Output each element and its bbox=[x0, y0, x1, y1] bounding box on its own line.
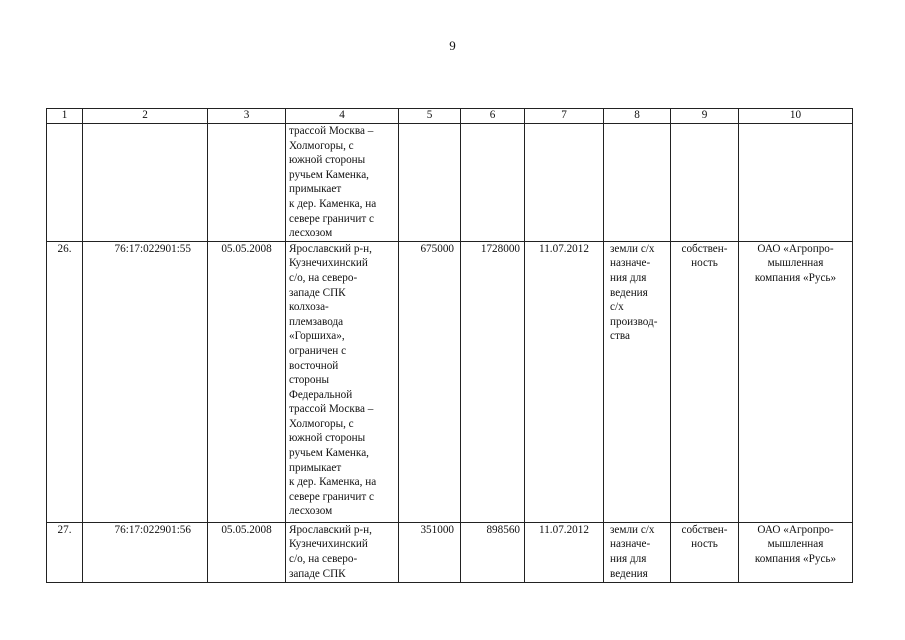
cadastral-cell: 76:17:022901:55 bbox=[83, 241, 208, 522]
purpose-cell bbox=[604, 124, 671, 242]
date-cell: 05.05.2008 bbox=[208, 241, 286, 522]
table-row bbox=[47, 241, 853, 522]
purpose-cell: земли с/х назначе- ния для ведения bbox=[604, 522, 671, 582]
column-header: 7 bbox=[525, 109, 604, 124]
num-cell: 26. bbox=[47, 241, 83, 522]
date-cell: 05.05.2008 bbox=[208, 522, 286, 582]
column-header: 2 bbox=[83, 109, 208, 124]
owner-cell: ОАО «Агропро- мышленная компания «Русь» bbox=[739, 241, 853, 522]
reg-date-cell: 11.07.2012 bbox=[525, 241, 604, 522]
description-cell: Ярославский р-н, Кузнечихинский с/о, на северо- западе СПК колхоза- племзавода «Горшиха», ограничен с восточной стороны Федеральной трассой Москва – Холмогоры, с южной стороны ручьем Каменка, примыкает к дер. Каменка, на севере граничит с лесхозом bbox=[286, 241, 399, 522]
column-header: 6 bbox=[461, 109, 525, 124]
purpose-cell: земли с/х назначе- ния для ведения с/х производ- ства bbox=[604, 241, 671, 522]
column-header: 1 bbox=[47, 109, 83, 124]
column-header: 4 bbox=[286, 109, 399, 124]
cadastral-cell bbox=[83, 124, 208, 242]
page-number: 9 bbox=[449, 38, 456, 53]
reg-date-cell bbox=[525, 124, 604, 242]
area-cell bbox=[399, 124, 461, 242]
header-row bbox=[47, 109, 853, 124]
area-cell: 351000 bbox=[399, 522, 461, 582]
description-cell: трассой Москва – Холмогоры, с южной стороны ручьем Каменка, примыкает к дер. Каменка, на севере граничит с лесхозом bbox=[286, 124, 399, 242]
column-header: 8 bbox=[604, 109, 671, 124]
num-cell: 27. bbox=[47, 522, 83, 582]
date-cell bbox=[208, 124, 286, 242]
land-register-table bbox=[46, 108, 853, 583]
column-header: 5 bbox=[399, 109, 461, 124]
right-cell bbox=[671, 124, 739, 242]
column-header: 9 bbox=[671, 109, 739, 124]
cost-cell bbox=[461, 124, 525, 242]
column-header: 10 bbox=[739, 109, 853, 124]
table-row bbox=[47, 522, 853, 582]
num-cell bbox=[47, 124, 83, 242]
owner-cell: ОАО «Агропро- мышленная компания «Русь» bbox=[739, 522, 853, 582]
right-cell: собствен- ность bbox=[671, 522, 739, 582]
cadastral-cell: 76:17:022901:56 bbox=[83, 522, 208, 582]
cost-cell: 1728000 bbox=[461, 241, 525, 522]
description-cell: Ярославский р-н, Кузнечихинский с/о, на северо- западе СПК bbox=[286, 522, 399, 582]
table-row bbox=[47, 124, 853, 242]
right-cell: собствен- ность bbox=[671, 241, 739, 522]
cost-cell: 898560 bbox=[461, 522, 525, 582]
column-header: 3 bbox=[208, 109, 286, 124]
area-cell: 675000 bbox=[399, 241, 461, 522]
reg-date-cell: 11.07.2012 bbox=[525, 522, 604, 582]
owner-cell bbox=[739, 124, 853, 242]
